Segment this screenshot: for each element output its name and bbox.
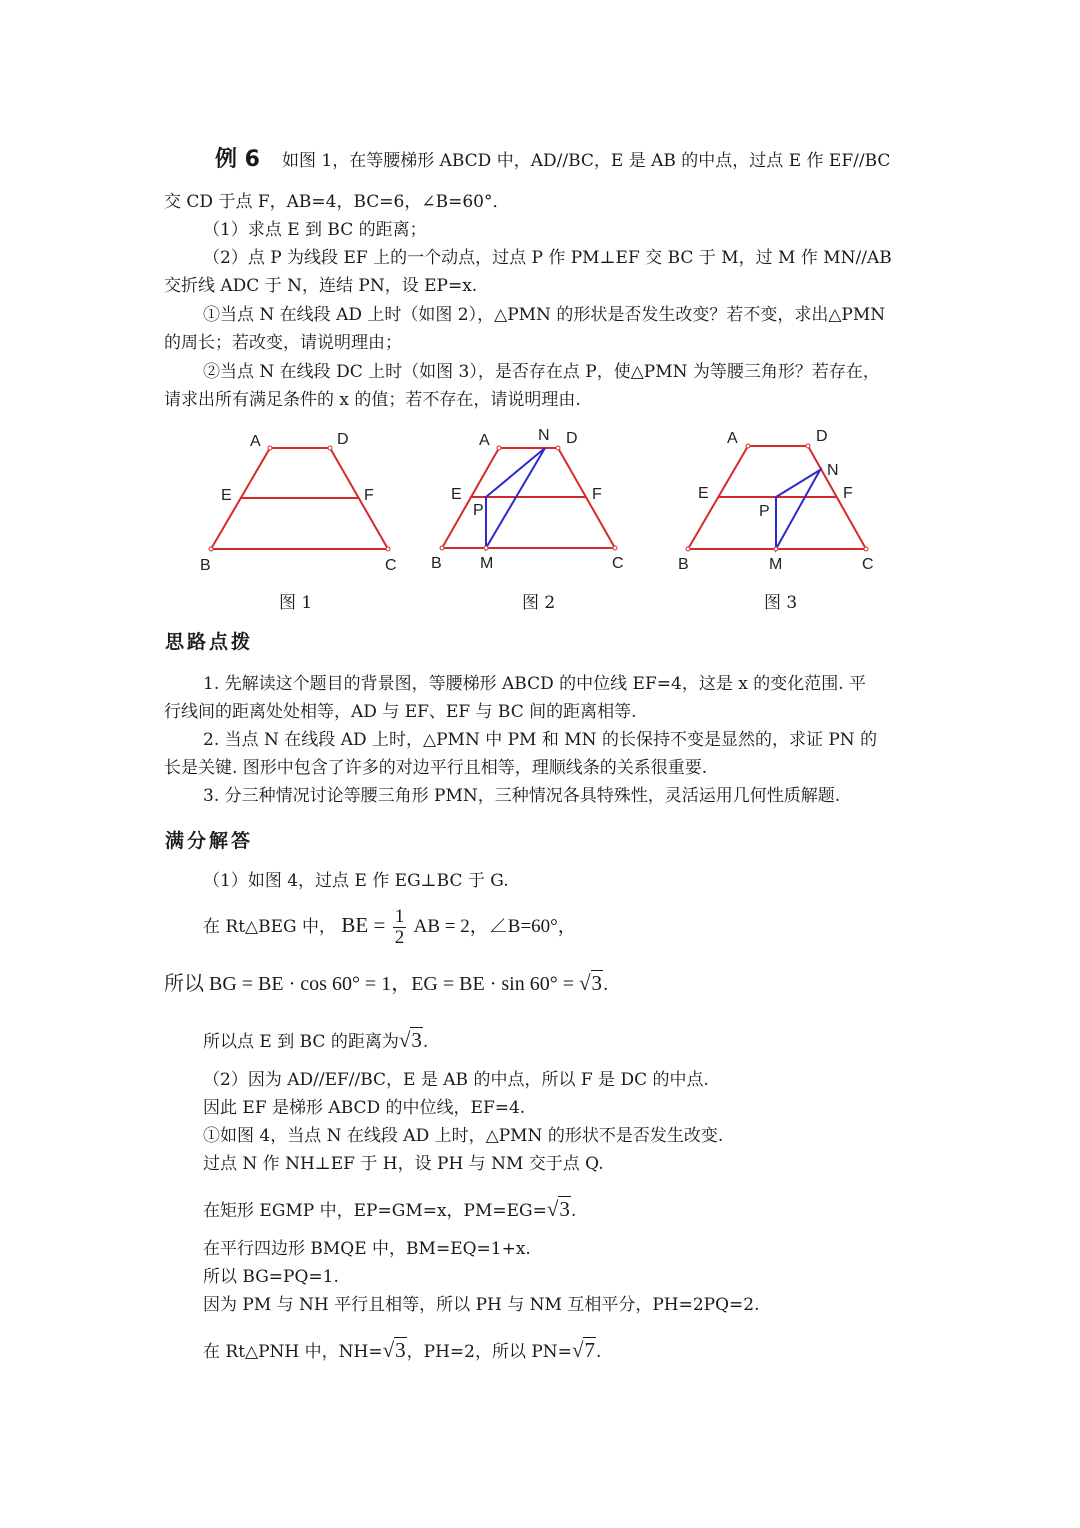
solution-line-3 bbox=[164, 970, 608, 998]
solution-line-13 bbox=[203, 1337, 601, 1365]
solution-line-6: 因此 EF 是梯形 ABCD 的中位线，EF=4. bbox=[203, 1098, 526, 1118]
figure-3-triangle-pmn bbox=[776, 470, 820, 549]
fig1-label-D: D bbox=[337, 431, 349, 448]
period: . bbox=[603, 975, 609, 995]
fraction-one-half bbox=[393, 907, 407, 948]
fig2-label-M: M bbox=[480, 555, 494, 572]
hints-heading: 思路点拨 bbox=[165, 631, 254, 653]
fig3-label-A: A bbox=[727, 430, 738, 447]
fig3-label-C: C bbox=[862, 556, 874, 573]
fig2-label-C: C bbox=[612, 555, 624, 572]
problem-line-7: ②当点 N 在线段 DC 上时（如图 3），是否存在点 P，使△PMN 为等腰三角形？若存在， bbox=[203, 362, 880, 382]
solution-line-2 bbox=[203, 900, 577, 950]
sqrt-3: √3 bbox=[382, 1338, 406, 1362]
problem-line-1: 交 CD 于点 F，AB=4，BC=6，∠B=60°． bbox=[164, 192, 510, 212]
fig1-label-C: C bbox=[385, 557, 397, 574]
problem-line-4: 交折线 ADC 于 N，连结 PN，设 EP=x. bbox=[164, 276, 478, 296]
solution-line-3-text: 所以 BG = BE · cos 60° = 1，EG = BE · sin 60° = bbox=[164, 973, 579, 995]
figure-1-trapezoid bbox=[211, 448, 388, 549]
fig2-label-F: F bbox=[592, 486, 602, 503]
fig2-label-B: B bbox=[431, 555, 442, 572]
fig2-label-A: A bbox=[479, 432, 490, 449]
fig1-label-B: B bbox=[200, 557, 211, 574]
solution-line-9-text: 在矩形 EGMP 中，EP=GM=x，PM=EG= bbox=[203, 1201, 547, 1221]
geometry-figures bbox=[0, 0, 1080, 620]
solution-line-9 bbox=[203, 1196, 576, 1224]
math-ab-rest: AB = 2，∠B=60°， bbox=[413, 916, 577, 937]
radicand: 3 bbox=[559, 1197, 570, 1221]
math-be: BE = bbox=[341, 913, 386, 937]
solution-line-10: 在平行四边形 BMQE 中，BM=EQ=1+x. bbox=[203, 1239, 531, 1259]
radicand: 3 bbox=[395, 1338, 406, 1362]
fig3-label-N: N bbox=[827, 462, 839, 479]
fig1-label-A: A bbox=[250, 433, 261, 450]
hint-line-2: 2. 当点 N 在线段 AD 上时，△PMN 中 PM 和 MN 的长保持不变是显然的，求证 PN 的 bbox=[203, 730, 878, 750]
period: . bbox=[595, 1342, 602, 1362]
sqrt-7: √7 bbox=[571, 1338, 595, 1362]
fig2-label-P: P bbox=[473, 502, 484, 519]
fig3-label-D: D bbox=[816, 428, 828, 445]
problem-line-5: ①当点 N 在线段 AD 上时（如图 2），△PMN 的形状是否发生改变？若不变，求出△PMN bbox=[203, 305, 886, 325]
solution-line-7: ①如图 4，当点 N 在线段 AD 上时，△PMN 的形状不是否发生改变. bbox=[203, 1126, 724, 1146]
fig3-label-M: M bbox=[769, 556, 783, 573]
solution-line-11: 所以 BG=PQ=1. bbox=[203, 1267, 339, 1287]
radicand: 3 bbox=[411, 1028, 422, 1052]
solution-line-8: 过点 N 作 NH⊥EF 于 H，设 PH 与 NM 交于点 Q. bbox=[203, 1154, 604, 1174]
fig3-label-B: B bbox=[678, 556, 689, 573]
fig2-label-D: D bbox=[566, 430, 578, 447]
fraction-numerator: 1 bbox=[394, 906, 405, 927]
fig3-label-E: E bbox=[698, 485, 709, 502]
problem-line-0: 如图 1，在等腰梯形 ABCD 中，AD//BC，E 是 AB 的中点，过点 E 作 EF//BC bbox=[281, 151, 891, 171]
hint-line-0: 1. 先解读这个题目的背景图，等腰梯形 ABCD 的中位线 EF=4，这是 x 的变化范围. 平 bbox=[203, 674, 867, 694]
hint-line-3: 长是关键. 图形中包含了许多的对边平行且相等，理顺线条的关系很重要. bbox=[164, 758, 708, 778]
solution-line-13-text: 在 Rt△PNH 中，NH= bbox=[203, 1342, 383, 1362]
sqrt-3: √3 bbox=[546, 1197, 570, 1221]
sqrt-3: √3 bbox=[579, 971, 603, 995]
solution-line-4-text: 所以点 E 到 BC 的距离为 bbox=[203, 1032, 399, 1052]
period: . bbox=[422, 1032, 429, 1052]
sqrt-3: √3 bbox=[398, 1028, 422, 1052]
solution-line-4 bbox=[203, 1027, 428, 1055]
fig1-label-E: E bbox=[221, 487, 232, 504]
figure-3-caption: 图 3 bbox=[764, 593, 798, 613]
solution-line-2-prefix: 在 Rt△BEG 中， bbox=[203, 917, 336, 937]
solution-line-13-mid: ，PH=2，所以 PN= bbox=[406, 1342, 572, 1362]
fig2-label-E: E bbox=[451, 486, 462, 503]
problem-line-6: 的周长；若改变，请说明理由； bbox=[164, 333, 402, 353]
radicand: 3 bbox=[591, 971, 603, 995]
example-label: 例 6 bbox=[215, 147, 260, 172]
radicand: 7 bbox=[584, 1338, 595, 1362]
fig1-label-F: F bbox=[364, 487, 374, 504]
problem-line-8: 请求出所有满足条件的 x 的值；若不存在，请说明理由. bbox=[164, 390, 581, 410]
period: . bbox=[570, 1201, 577, 1221]
fig3-label-P: P bbox=[759, 503, 770, 520]
fig2-label-N: N bbox=[538, 427, 550, 444]
fig3-label-F: F bbox=[843, 485, 853, 502]
solution-line-1: （1）如图 4，过点 E 作 EG⊥BC 于 G. bbox=[203, 871, 509, 891]
problem-line-2: （1）求点 E 到 BC 的距离； bbox=[203, 220, 427, 240]
hint-line-4: 3. 分三种情况讨论等腰三角形 PMN，三种情况各具特殊性，灵活运用几何性质解题. bbox=[203, 786, 841, 806]
figure-1-caption: 图 1 bbox=[279, 593, 313, 613]
figure-2-caption: 图 2 bbox=[522, 593, 556, 613]
problem-line-3: （2）点 P 为线段 EF 上的一个动点，过点 P 作 PM⊥EF 交 BC 于 M，过 M 作 MN//AB bbox=[203, 248, 892, 268]
hint-line-1: 行线间的距离处处相等，AD 与 EF、EF 与 BC 间的距离相等. bbox=[164, 702, 637, 722]
solution-line-12: 因为 PM 与 NH 平行且相等，所以 PH 与 NM 互相平分，PH=2PQ=2. bbox=[203, 1295, 760, 1315]
solution-heading: 满分解答 bbox=[165, 830, 254, 852]
fraction-denominator: 2 bbox=[394, 927, 405, 948]
solution-line-5: （2）因为 AD//EF//BC，E 是 AB 的中点，所以 F 是 DC 的中点. bbox=[203, 1070, 709, 1090]
